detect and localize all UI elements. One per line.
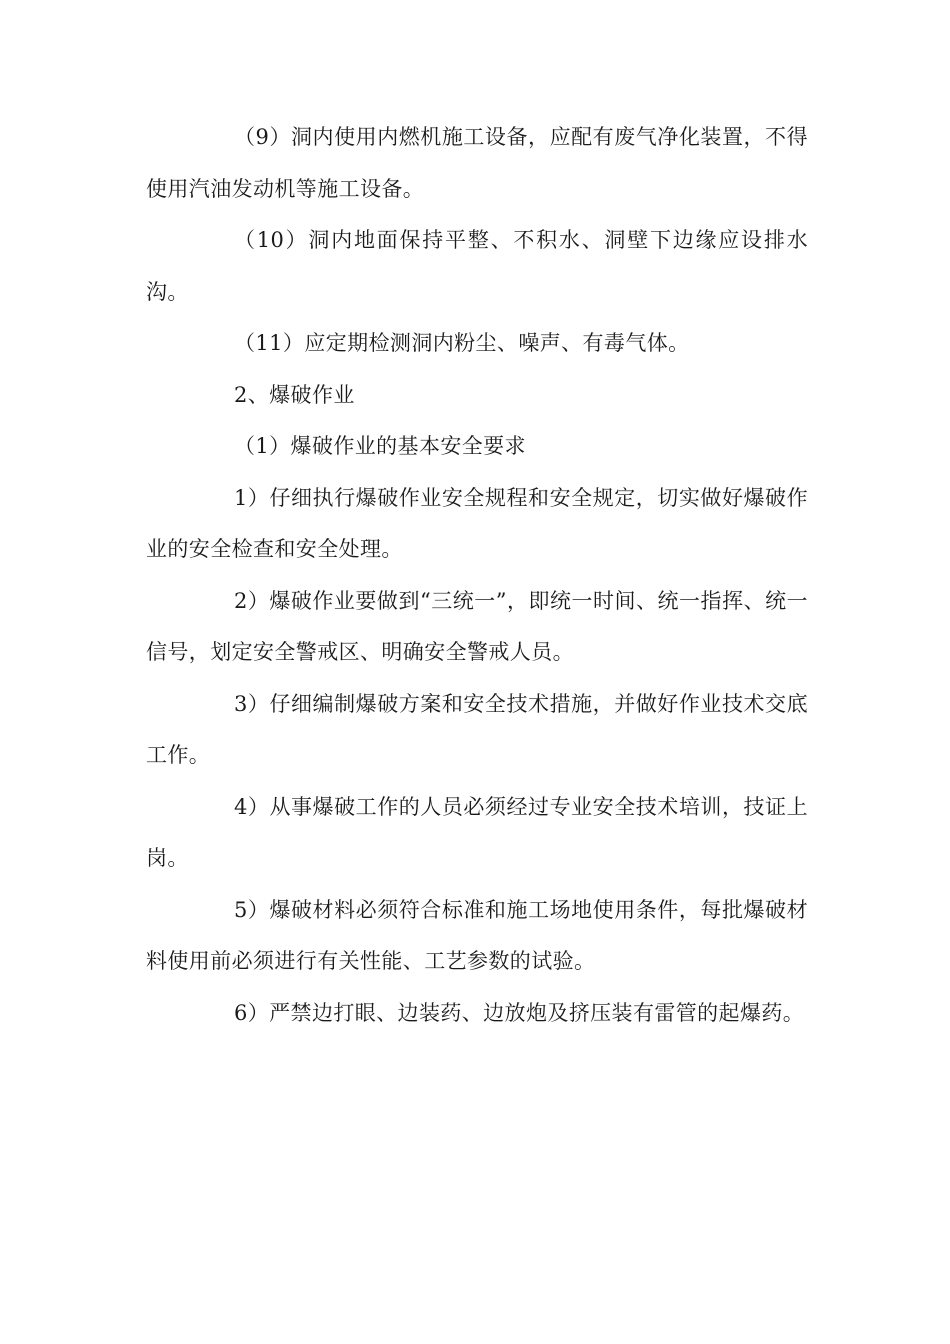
item-6-prohibited-operations: 6）严禁边打眼、边装药、边放炮及挤压装有雷管的起爆药。 xyxy=(234,1000,805,1025)
document-body xyxy=(146,112,808,1039)
item-4-personnel-training: 4）从事爆破工作的人员必须经过专业安全技术培训，技证上岗。 xyxy=(146,794,808,870)
paragraph-10-drainage-ditch: （10）洞内地面保持平整、不积水、洞壁下边缘应设排水沟。 xyxy=(146,228,808,304)
item-2-three-unifications: 2）爆破作业要做到“三统一”，即统一时间、统一指挥、统一信号，划定安全警戒区、明确安全警戒人员。 xyxy=(146,588,808,664)
section-heading-blasting: 2、爆破作业 xyxy=(234,382,355,407)
paragraph-11-periodic-detection: （11）应定期检测洞内粉尘、噪声、有毒气体。 xyxy=(234,331,690,355)
paragraph-9-exhaust-purification: （9）洞内使用内燃机施工设备，应配有废气净化装置，不得使用汽油发动机等施工设备。 xyxy=(146,125,808,201)
item-5-blasting-materials: 5）爆破材料必须符合标准和施工场地使用条件，每批爆破材料使用前必须进行有关性能、工艺参数的试验。 xyxy=(146,897,808,973)
item-1-safety-regulations: 1）仔细执行爆破作业安全规程和安全规定，切实做好爆破作业的安全检查和安全处理。 xyxy=(146,485,808,561)
item-3-blasting-plan: 3）仔细编制爆破方案和安全技术措施，并做好作业技术交底工作。 xyxy=(146,691,808,767)
subsection-heading-basic-safety: （1）爆破作业的基本安全要求 xyxy=(234,434,526,458)
